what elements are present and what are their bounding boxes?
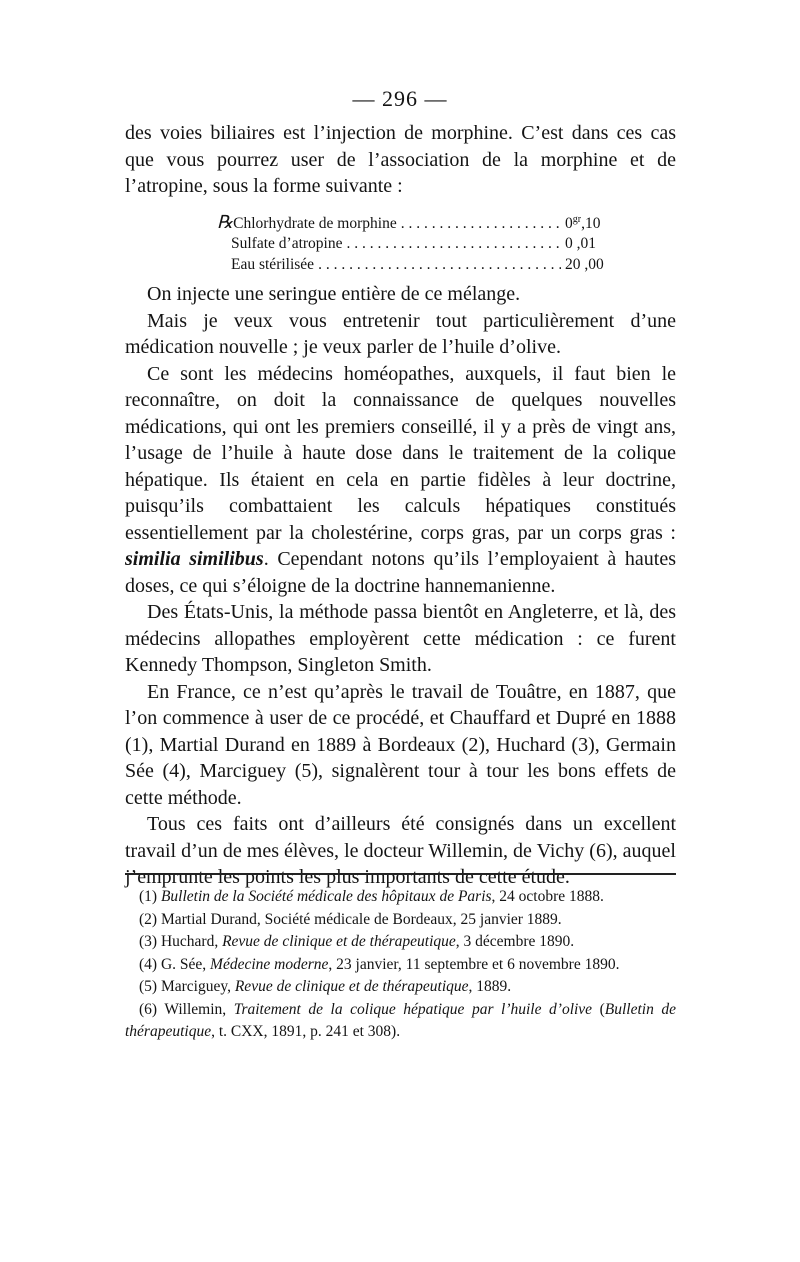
- paragraph-7: Tous ces faits ont d’ailleurs été consignés dans un excellent travail d’un de mes élèves, le docteur Willemin, de Vichy (6), auquel j’emprunte les points les plus importants de cette étude.: [125, 813, 676, 889]
- footnote-3: (3) Huchard, Revue de clinique et de thérapeutique, 3 décembre 1890.: [139, 933, 575, 950]
- paragraph-4: Ce sont les médecins homéopathes, auxquels, il faut bien le reconnaître, on doit la connaissance de quelques nouvelles médications, qui ont les premiers conseillé, il y a près de vingt ans, l’usage de l’huile à haute dose dans le traitement de la colique hépatique. Ils étaient en cela en partie fidèles à leur doctrine, puisqu’ils combattaient les calculs hépatiques constitués essentiellement par la cholestérine, corps gras, par un corps gras : similia similibus. Cependant notons qu’ils l’employaient à hautes doses, ce qui s’éloigne de la doctrine hannemanienne.: [125, 362, 676, 597]
- recipe-symbol-icon: ℞: [217, 211, 234, 232]
- ingredient-name: Eau stérilisée: [231, 255, 315, 273]
- paragraph-2: On injecte une seringue entière de ce mélange.: [147, 283, 521, 306]
- paragraph-3: Mais je veux vous entretenir tout particulièrement d’une médication nouvelle ; je veux parler de l’huile d’olive.: [125, 309, 676, 359]
- footnote-5: (5) Marciguey, Revue de clinique et de thérapeutique, 1889.: [139, 978, 512, 995]
- prescription: [217, 210, 627, 276]
- footnote-4: (4) G. Sée, Médecine moderne, 23 janvier, 11 septembre et 6 novembre 1890.: [139, 955, 620, 973]
- leader-dots: [401, 214, 561, 235]
- leader-dots: [346, 234, 561, 255]
- prescription-row: [217, 255, 627, 276]
- footnote-1: (1) Bulletin de la Société médicale des hôpitaux de Paris, 24 octobre 1888.: [139, 888, 604, 905]
- leader-dots: [318, 255, 561, 276]
- ingredient-quantity: $0^{gr},10$: [565, 213, 601, 232]
- footnote-separator: [125, 873, 676, 875]
- prescription-row: [217, 234, 627, 255]
- ingredient-quantity: 0 ,01: [565, 235, 596, 253]
- footnote-6: (6) Willemin, Traitement de la colique hépatique par l’huile d’olive (Bulletin de thérapeutique, t. CXX, 1891, p. 241 et 308).: [125, 1000, 677, 1040]
- page-number: — 296 —: [352, 86, 448, 111]
- paragraph-6: En France, ce n’est qu’après le travail de Touâtre, en 1887, que l’on commence à user de ce procédé, et Chauffard et Dupré en 1888 (1), Martial Durand en 1889 à Bordeaux (2), Huchard (3), Germain Sée (4), Marciguey (5), signalèrent tour à tour les bons effets de cette méthode.: [125, 680, 676, 809]
- ingredient-name: Sulfate d’atropine: [231, 235, 343, 253]
- main-text: [125, 120, 676, 891]
- ingredient-quantity: 20 ,00: [565, 255, 604, 273]
- prescription-row: [217, 210, 627, 235]
- footnote-2: (2) Martial Durand, Société médicale de Bordeaux, 25 janvier 1889.: [139, 910, 562, 928]
- paragraph-5: Des États-Unis, la méthode passa bientôt en Angleterre, et là, des médecins allopathes employèrent cette médication : ce furent Kennedy Thompson, Singleton Smith.: [125, 601, 676, 677]
- paragraph-1: des voies biliaires est l’injection de morphine. C’est dans ces cas que vous pourrez user de l’association de la morphine et de l’atropine, sous la forme suivante :: [125, 122, 676, 197]
- footnotes: [125, 886, 676, 1044]
- ingredient-name: Chlorhydrate de morphine: [233, 214, 397, 232]
